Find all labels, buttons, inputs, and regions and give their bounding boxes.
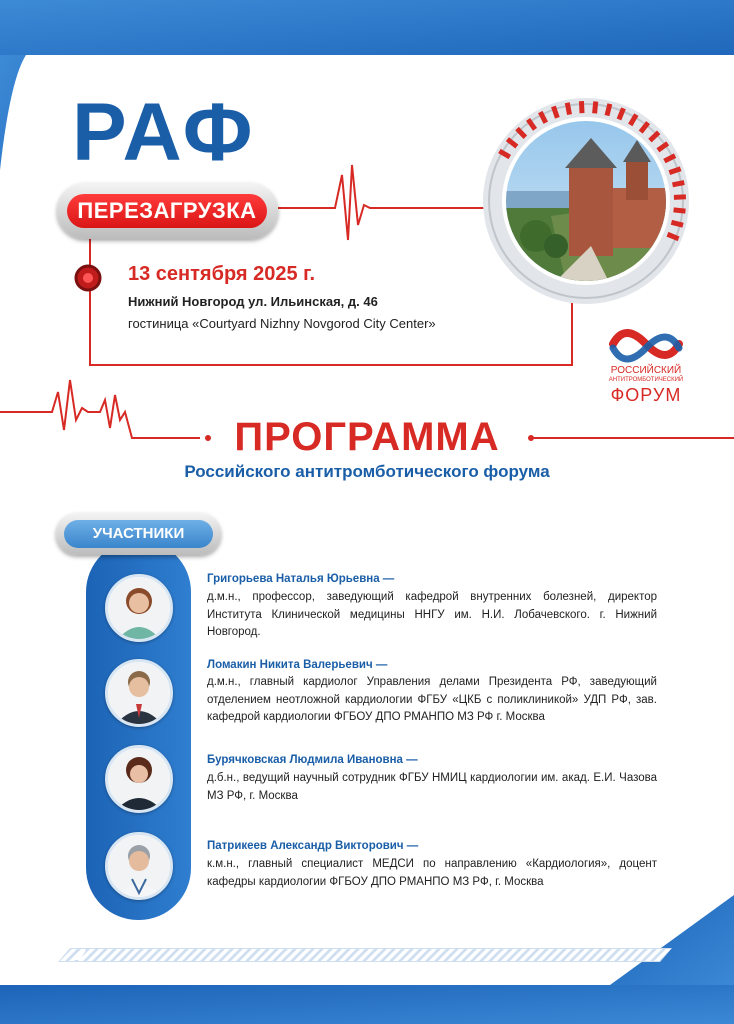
avatar <box>105 745 173 813</box>
page-title: РАФ <box>72 87 256 178</box>
program-subtitle: Российского антитромботического форума <box>184 462 550 481</box>
event-venue: гостиница «Courtyard Nizhny Novgorod City Center» <box>128 316 436 331</box>
avatar <box>105 832 173 900</box>
logo-line-3: ФОРУМ <box>610 385 682 405</box>
program-title: ПРОГРАММА <box>234 415 500 459</box>
participant-description: д.б.н., ведущий научный сотрудник ФГБУ НМИЦ кардиологии им. акад. Е.И. Чазова МЗ РФ, г. Москва <box>207 772 657 802</box>
kremlin-photo <box>481 96 691 306</box>
participant-description: к.м.н., главный специалист МЕДСИ по направлению «Кардиология», доцент кафедры кардиологии ФГБОУ ДПО РМАНПО МЗ РФ, г. Москва <box>207 858 657 888</box>
participant-name: Патрикеев Александр Викторович — <box>207 840 419 852</box>
logo-line-2: АНТИТРОМБОТИЧЕСКИЙ <box>608 377 684 383</box>
participant-description: д.м.н., профессор, заведующий кафедрой внутренних болезней, директор Института Клинической медицины ННГУ им. Н.И. Лобачевского. г. Нижний Новгород. <box>207 591 657 638</box>
event-date: 13 сентября 2025 г. <box>128 263 316 285</box>
avatar <box>105 659 173 727</box>
participants-heading: УЧАСТНИКИ <box>64 520 213 548</box>
logo-line-1: РОССИЙСКИЙ <box>610 365 682 376</box>
participant-description: д.м.н., главный кардиолог Управления делами Президента РФ, заведующий отделением неотложной кардиологии ФГБУ «ЦКБ с поликлиникой» УДП РФ, зав. кафедрой кардиологии ФГБОУ ДПО РМАНПО МЗ РФ г. Москва <box>207 676 657 723</box>
event-address: Нижний Новгород ул. Ильинская, д. 46 <box>128 294 378 309</box>
reboot-badge: ПЕРЕЗАГРУЗКА <box>67 194 267 228</box>
participant-name: Ломакин Никита Валерьевич — <box>207 659 388 671</box>
avatar <box>105 574 173 642</box>
participant-name: Бурячковская Людмила Ивановна — <box>207 754 418 766</box>
participant-name: Григорьева Наталья Юрьевна — <box>207 573 395 585</box>
